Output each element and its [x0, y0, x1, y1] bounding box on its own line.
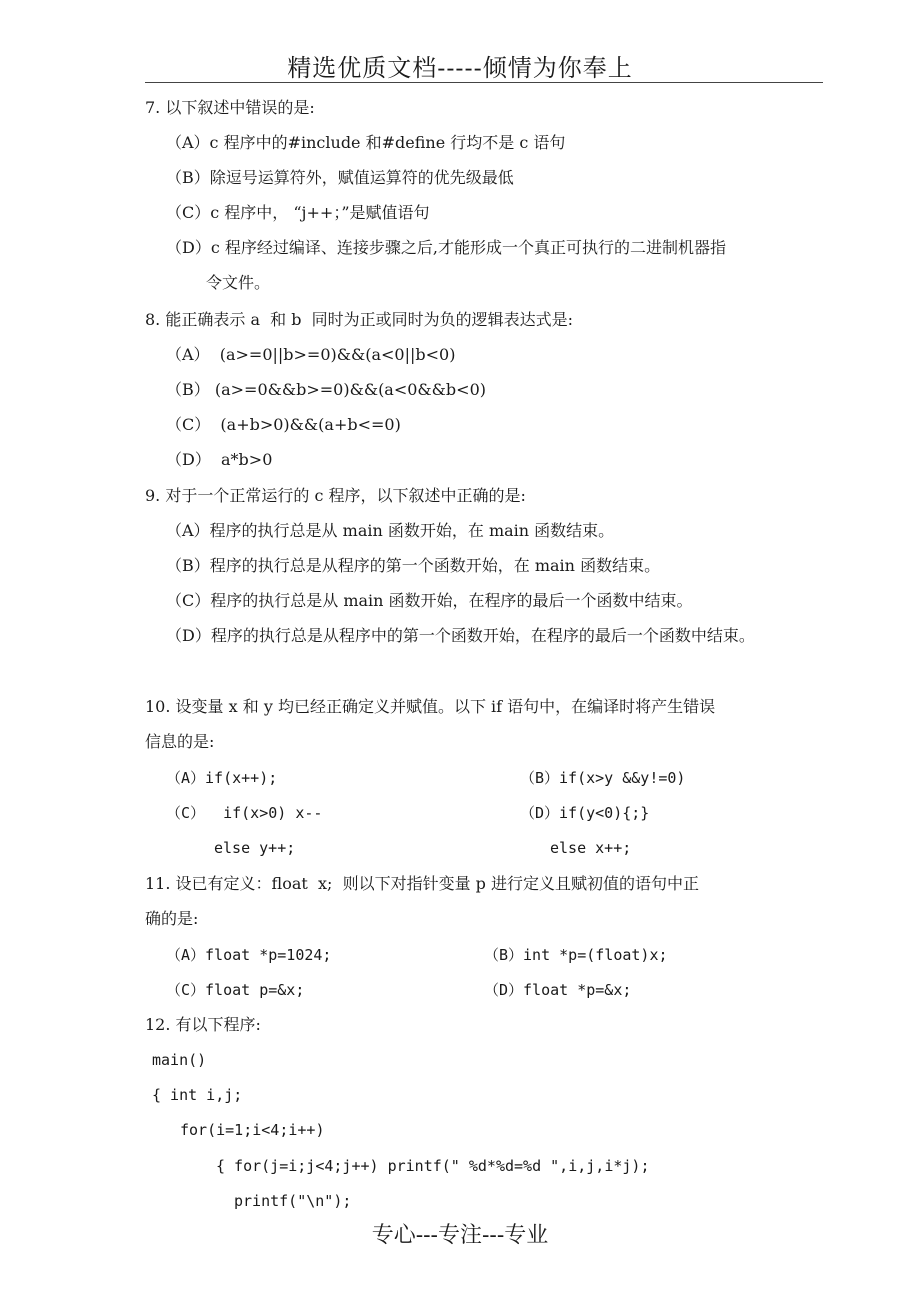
header-title: 精选优质文档-----倾情为你奉上	[287, 54, 633, 82]
q9-option-a: （A）程序的执行总是从 main 函数开始，在 main 函数结束。	[166, 521, 615, 540]
q8-option-d: （D） a*b>0	[166, 450, 273, 469]
q11-stem-line1: 11. 设已有定义：float x; 则以下对指针变量 p 进行定义且赋初值的语句中正	[145, 874, 699, 893]
q12-code-line2: { int i,j;	[152, 1086, 243, 1104]
q8-stem: 8. 能正确表示 a 和 b 同时为正或同时为负的逻辑表达式是:	[145, 310, 574, 329]
q12-code-line3: for(i=1;i<4;i++)	[180, 1121, 325, 1139]
q12-code-line1: main()	[152, 1051, 207, 1069]
q7-option-b: （B）除逗号运算符外，赋值运算符的优先级最低	[166, 168, 514, 187]
q7-stem: 7. 以下叙述中错误的是:	[145, 98, 315, 117]
q11-option-a: （A）float *p=1024;	[166, 946, 332, 964]
q11-stem-line2: 确的是:	[145, 909, 199, 928]
q12-stem: 12. 有以下程序:	[145, 1015, 261, 1034]
q8-option-a: （A） (a>=0||b>=0)&&(a<0||b<0)	[166, 345, 456, 364]
q9-option-d: （D）程序的执行总是从程序中的第一个函数开始，在程序的最后一个函数中结束。	[166, 626, 755, 645]
q10-option-b: （B）if(x>y &&y!=0)	[520, 769, 686, 787]
q11-option-d: （D）float *p=&x;	[484, 981, 632, 999]
q7-option-d-line2: 令文件。	[206, 273, 271, 292]
q10-option-a: （A）if(x++);	[166, 769, 278, 787]
q8-option-c: （C） (a+b>0)&&(a+b<=0)	[166, 415, 401, 434]
q10-option-c-else: else y++;	[214, 839, 296, 857]
q7-option-c: （C）c 程序中， “j++；”是赋值语句	[166, 203, 430, 222]
q10-option-d-else: else x++;	[550, 839, 632, 857]
q7-option-a: （A）c 程序中的#include 和#define 行均不是 c 语句	[166, 133, 566, 152]
q9-option-b: （B）程序的执行总是从程序的第一个函数开始，在 main 函数结束。	[166, 556, 661, 575]
q9-option-c: （C）程序的执行总是从 main 函数开始，在程序的最后一个函数中结束。	[166, 591, 693, 610]
q10-option-d: （D）if(y<0){;}	[520, 804, 650, 822]
footer-title: 专心---专注---专业	[371, 1223, 549, 1248]
q10-option-c: （C） if(x>0) x--	[166, 804, 323, 822]
q12-code-line5: printf("\n");	[234, 1192, 352, 1210]
q10-stem-line2: 信息的是:	[145, 732, 215, 751]
q9-stem: 9. 对于一个正常运行的 c 程序，以下叙述中正确的是:	[145, 486, 526, 505]
q11-option-b: （B）int *p=(float)x;	[484, 946, 668, 964]
q7-option-d-line1: （D）c 程序经过编译、连接步骤之后,才能形成一个真正可执行的二进制机器指	[166, 238, 726, 257]
q8-option-b: （B） (a>=0&&b>=0)&&(a<0&&b<0)	[166, 380, 486, 399]
q12-code-line4: { for(j=i;j<4;j++) printf(" %d*%d=%d ",i,j,i*j);	[216, 1157, 650, 1175]
q10-stem-line1: 10. 设变量 x 和 y 均已经正确定义并赋值。以下 if 语句中，在编译时将产生错误	[145, 697, 716, 716]
q11-option-c: （C）float p=&x;	[166, 981, 305, 999]
